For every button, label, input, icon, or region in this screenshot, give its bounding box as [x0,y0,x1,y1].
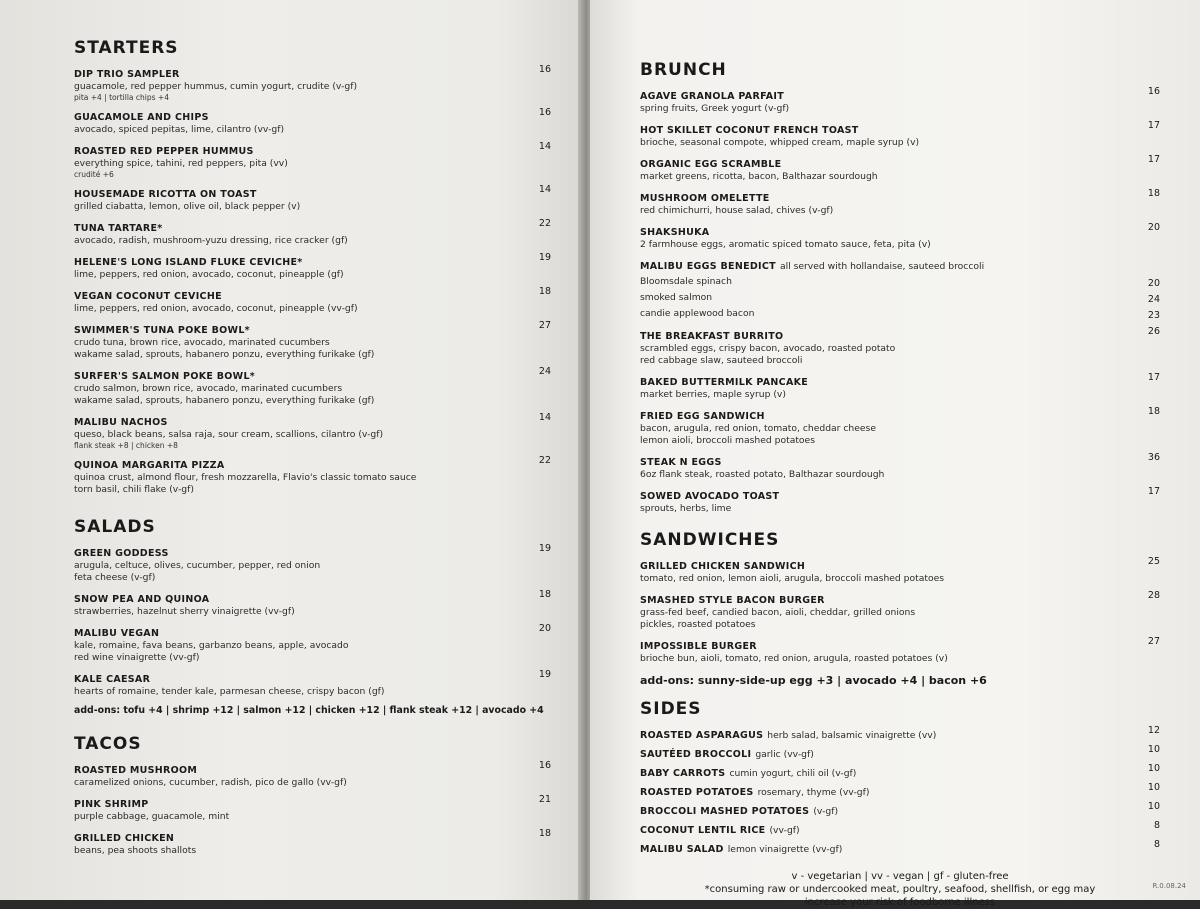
brunch-section [640,60,1160,518]
starters-section [74,38,551,499]
menu-item-description: scrambled eggs, crispy bacon, avocado, roasted potato red cabbage slaw, sauteed broccoli [640,343,896,366]
menu-item-description: avocado, spiced pepitas, lime, cilantro (vv-gf) [74,124,285,135]
menu-item-body [640,254,1136,273]
legend-line-1: v - vegetarian | vv - vegan | gf - gluten-free [791,871,1009,882]
menu-item-name: SNOW PEA AND QUINOA [74,594,210,605]
menu-item [640,554,1160,585]
menu-item-body [640,186,1136,217]
menu-item-body [640,588,1136,631]
menu-item-description: 2 farmhouse eggs, aromatic spiced tomato sauce, feta, pita (v) [640,239,931,250]
menu-item [640,370,1160,401]
menu-item-description: grilled ciabatta, lemon, olive oil, black pepper (v) [74,201,301,212]
menu-item-body [640,742,1136,761]
menu-item-header [74,826,517,845]
menu-item-header [74,364,517,383]
menu-item-name: COCONUT LENTIL RICE [640,825,766,836]
menu-item-description: queso, black beans, salsa raja, sour cream, scallions, cilantro (v-gf) [74,429,384,440]
menu-item-description: kale, romaine, fava beans, garbanzo beans, apple, avocado red wine vinaigrette (vv-gf) [74,640,349,663]
sandwich-addons: add-ons: sunny-side-up egg +3 | avocado +4 | bacon +6 [640,674,987,687]
menu-item-note: all served with hollandaise, sauteed broccoli [779,261,985,272]
menu-item-header [640,450,1126,469]
menu-item-header [640,324,1126,343]
menu-item-name: HOUSEMADE RICOTTA ON TOAST [74,189,257,200]
menu-item-header [640,404,1126,423]
menu-item-body [74,758,527,789]
menu-item-body [640,450,1136,481]
menu-item-price: 16 [538,107,551,118]
menu-item-name: GREEN GODDESS [74,548,169,559]
left-page [0,0,585,900]
menu-item-description: smoked salmon [640,292,713,303]
menu-item-header [74,453,517,472]
menu-item-name: GRILLED CHICKEN [74,833,175,844]
menu-item-header [74,621,517,640]
menu-item-body [74,826,527,857]
menu-item [74,216,551,247]
menu-item-name: GUACAMOLE AND CHIPS [74,112,209,123]
menu-item-header [74,62,517,81]
menu-item-header [74,318,517,337]
menu-item-price: 26 [1147,326,1160,337]
menu-item-body [74,62,527,102]
tacos-list [74,758,551,860]
menu-item-header [74,182,517,201]
menu-item-body [640,118,1136,149]
menu-item-price: 25 [1147,556,1160,567]
menu-item-body [640,780,1136,799]
menu-item-body [640,723,1136,742]
menu-item-description: avocado, radish, mushroom-yuzu dressing, rice cracker (gf) [74,235,348,246]
menu-item-header [640,484,1126,503]
menu-item-price: 16 [1147,86,1160,97]
menu-item-description: garlic (vv-gf) [755,749,814,760]
menu-item-description: (v-gf) [813,806,839,817]
dietary-legend [640,870,1160,909]
menu-item [640,837,1160,856]
menu-item-header [74,667,517,686]
menu-item [640,118,1160,149]
menu-item [640,324,1160,367]
menu-item-price: 17 [1147,486,1160,497]
legend-line-3: increase your risk of foodborne illness [804,897,996,908]
menu-item [74,139,551,179]
menu-item-price: 21 [538,794,551,805]
menu-item-extras: flank steak +8 | chicken +8 [74,441,178,450]
menu-item-name: ROASTED RED PEPPER HUMMUS [74,146,254,157]
section-title-sides: SIDES [640,699,702,719]
menu-item-body [640,761,1136,780]
menu-item-name: HELENE'S LONG ISLAND FLUKE CEVICHE* [74,257,303,268]
menu-item-body [74,792,527,823]
menu-item-name: AGAVE GRANOLA PARFAIT [640,91,785,102]
menu-item-body [74,139,527,179]
menu-item-header [640,742,1126,761]
footer-code: R.0.08.24 [1152,882,1186,890]
menu-item-header [640,837,1126,856]
menu-item-price: 27 [1147,636,1160,647]
section-title-brunch: BRUNCH [640,60,727,80]
menu-item [640,588,1160,631]
menu-item-header [640,634,1126,653]
menu-item-name: FRIED EGG SANDWICH [640,411,765,422]
menu-item [640,799,1160,818]
menu-item-price: 19 [538,543,551,554]
menu-item-header [74,792,517,811]
menu-item-body [640,554,1136,585]
menu-item [74,105,551,136]
menu-item [640,292,1160,305]
menu-item-description: Bloomsdale spinach [640,276,732,287]
menu-item-description: spring fruits, Greek yogurt (v-gf) [640,103,790,114]
menu-item-description: arugula, celtuce, olives, cucumber, pepper, red onion feta cheese (v-gf) [74,560,321,583]
menu-item-name: IMPOSSIBLE BURGER [640,641,757,652]
menu-item-body [640,84,1136,115]
menu-item [640,780,1160,799]
menu-item-name: MUSHROOM OMELETTE [640,193,770,204]
menu-item-price: 16 [538,64,551,75]
menu-item-name: BAKED BUTTERMILK PANCAKE [640,377,809,388]
menu-item [74,541,551,584]
brunch-list [640,84,1160,518]
menu-item-body [74,182,527,213]
menu-item [74,284,551,315]
menu-item-price: 20 [1147,222,1160,233]
starters-list [74,62,551,499]
menu-item-header [74,410,517,429]
menu-item-header [640,799,1126,818]
menu-item-price: 24 [1147,294,1160,305]
menu-item-price: 22 [538,455,551,466]
menu-item-description: caramelized onions, cucumber, radish, pico de gallo (vv-gf) [74,777,347,788]
section-title-starters: STARTERS [74,38,179,58]
menu-item-price: 18 [538,286,551,297]
menu-item-price: 10 [1147,744,1160,755]
menu-item [74,410,551,450]
menu-item-header [74,284,517,303]
menu-item-description: herb salad, balsamic vinaigrette (vv) [767,730,937,741]
menu-item [640,186,1160,217]
menu-item-body [74,541,527,584]
menu-item [640,450,1160,481]
menu-item-body [640,837,1136,856]
menu-item-header [640,588,1126,607]
menu-item-description: lime, peppers, red onion, avocado, coconut, pineapple (vv-gf) [74,303,358,314]
menu-item-name: STEAK N EGGS [640,457,722,468]
menu-item-body [74,410,527,450]
menu-item-header [640,554,1126,573]
menu-item-name: THE BREAKFAST BURRITO [640,331,784,342]
menu-item-description: lime, peppers, red onion, avocado, coconut, pineapple (gf) [74,269,344,280]
menu-item-description: lemon vinaigrette (vv-gf) [727,844,843,855]
menu-item-description: guacamole, red pepper hummus, cumin yogurt, crudite (v-gf) [74,81,358,92]
menu-item-description: 6oz flank steak, roasted potato, Balthazar sourdough [640,469,885,480]
menu-item [74,250,551,281]
menu-item-price: 12 [1147,725,1160,736]
menu-item [640,404,1160,447]
menu-item-name: MALIBU NACHOS [74,417,168,428]
right-page [590,0,1200,908]
section-title-salads: SALADS [74,517,156,537]
menu-item-body [640,484,1136,515]
menu-item-name: MALIBU EGGS BENEDICT [640,261,776,272]
menu-item-name: GRILLED CHICKEN SANDWICH [640,561,806,572]
menu-item-price: 17 [1147,120,1160,131]
menu-item-header [74,105,517,124]
menu-item-price: 20 [1147,278,1160,289]
menu-item [640,818,1160,837]
menu-item-price: 27 [538,320,551,331]
menu-item-header [640,818,1126,837]
menu-item-description: crudo tuna, brown rice, avocado, marinated cucumbers wakame salad, sprouts, habanero ponzu, everything furikake (gf) [74,337,375,360]
menu-item-price: 10 [1147,763,1160,774]
menu-item [74,621,551,664]
menu-item-price: 10 [1147,801,1160,812]
menu-item-body [640,404,1136,447]
menu-item-price: 10 [1147,782,1160,793]
menu-item-name: SURFER'S SALMON POKE BOWL* [74,371,256,382]
menu-item-body [640,152,1136,183]
menu-item-body [640,634,1136,665]
salads-section [74,517,551,716]
menu-item-name: TUNA TARTARE* [74,223,163,234]
menu-item-description: hearts of romaine, tender kale, parmesan cheese, crispy bacon (gf) [74,686,385,697]
menu-item-price: 14 [538,412,551,423]
menu-item-description: brioche, seasonal compote, whipped cream, maple syrup (v) [640,137,920,148]
menu-item-body [640,308,1136,320]
menu-item-name: ORGANIC EGG SCRAMBLE [640,159,782,170]
menu-item-header [74,758,517,777]
menu-item-body [74,318,527,361]
menu-item-description: strawberries, hazelnut sherry vinaigrette (vv-gf) [74,606,295,617]
menu-item-name: ROASTED ASPARAGUS [640,730,764,741]
menu-item-body [74,250,527,281]
menu-item [640,761,1160,780]
menu-item-body [640,818,1136,837]
sides-list [640,723,1160,856]
menu-item-body [640,220,1136,251]
menu-item-price: 16 [538,760,551,771]
menu-item-body [74,453,527,496]
menu-item-header [640,220,1126,239]
menu-item-price: 18 [538,828,551,839]
menu-item-price: 19 [538,669,551,680]
menu-item-description: crudo salmon, brown rice, avocado, marinated cucumbers wakame salad, sprouts, habanero ponzu, everything furikake (gf) [74,383,375,406]
menu-item-description: everything spice, tahini, red peppers, pita (vv) [74,158,288,169]
menu-item [74,318,551,361]
menu-item-name: PINK SHRIMP [74,799,149,810]
sides-section [640,699,1160,856]
menu-item-price: 17 [1147,154,1160,165]
menu-item-header [640,152,1126,171]
menu-item-header [74,250,517,269]
menu-item-price: 28 [1147,590,1160,601]
menu-item [74,758,551,789]
sandwiches-list [640,554,1160,668]
menu-item [640,220,1160,251]
menu-item-price: 8 [1153,839,1160,850]
menu-item-name: KALE CAESAR [74,674,151,685]
menu-item-extras: pita +4 | tortilla chips +4 [74,93,169,102]
menu-item-name: BROCCOLI MASHED POTATOES [640,806,810,817]
menu-item-body [640,799,1136,818]
menu-item-name: VEGAN COCONUT CEVICHE [74,291,222,302]
menu-item-name: MALIBU VEGAN [74,628,160,639]
menu-item-header [74,216,517,235]
menu-item-body [74,364,527,407]
menu-item-header [74,587,517,606]
section-title-tacos: TACOS [74,734,142,754]
menu-item-description: tomato, red onion, lemon aioli, arugula, broccoli mashed potatoes [640,573,945,584]
menu-item [640,742,1160,761]
menu-item [640,254,1160,273]
menu-item [640,308,1160,321]
menu-item-description: grass-fed beef, candied bacon, aioli, cheddar, grilled onions pickles, roasted potatoes [640,607,916,630]
menu-item-name: DIP TRIO SAMPLER [74,69,180,80]
menu-item-name: BABY CARROTS [640,768,726,779]
menu-item-header [640,186,1126,205]
menu-item-body [640,370,1136,401]
menu-item-header [640,84,1126,103]
menu-item-description: bacon, arugula, red onion, tomato, cheddar cheese lemon aioli, broccoli mashed potatoes [640,423,876,446]
menu-item-description: brioche bun, aioli, tomato, red onion, arugula, roasted potatoes (v) [640,653,948,664]
menu-item-header [640,254,1126,273]
tacos-section [74,734,551,860]
sandwiches-section [640,530,1160,687]
menu-item-header [640,780,1126,799]
menu-item-body [74,284,527,315]
menu-item-price: 17 [1147,372,1160,383]
menu-item-header [640,723,1126,742]
menu-item-name: SWIMMER'S TUNA POKE BOWL* [74,325,250,336]
menu-item-price: 24 [538,366,551,377]
menu-item-price [1136,254,1160,256]
menu-item [74,453,551,496]
menu-item-body [74,587,527,618]
menu-item [640,723,1160,742]
menu-item [640,84,1160,115]
menu-item-price: 18 [1147,188,1160,199]
menu-item-description: cumin yogurt, chili oil (v-gf) [729,768,857,779]
menu-item [640,484,1160,515]
menu-item-extras: crudité +6 [74,170,114,179]
menu-item-body [74,216,527,247]
menu-item-body [640,292,1136,304]
menu-item-price: 18 [538,589,551,600]
menu-item-description: beans, pea shoots shallots [74,845,197,856]
menu-item [74,792,551,823]
menu-item-body [640,276,1136,288]
menu-item-name: SMASHED STYLE BACON BURGER [640,595,825,606]
menu-item [74,587,551,618]
menu-item-price: 19 [538,252,551,263]
menu-item-price: 8 [1153,820,1160,831]
menu-item-price: 36 [1147,452,1160,463]
menu-item-name: SAUTÉED BROCCOLI [640,749,752,760]
menu-item-name: HOT SKILLET COCONUT FRENCH TOAST [640,125,859,136]
menu-item-header [640,118,1126,137]
menu-item-body [640,324,1136,367]
menu-item-name: ROASTED POTATOES [640,787,754,798]
menu-item-description: candie applewood bacon [640,308,755,319]
menu-item-description: sprouts, herbs, lime [640,503,732,514]
menu-item-name: MALIBU SALAD [640,844,724,855]
menu-item-price: 20 [538,623,551,634]
menu-item-price: 22 [538,218,551,229]
menu-item-description: red chimichurri, house salad, chives (v-gf) [640,205,834,216]
menu-item-name: SOWED AVOCADO TOAST [640,491,780,502]
menu-item [74,826,551,857]
menu-item-body [74,621,527,664]
menu-item-header [74,541,517,560]
salad-addons: add-ons: tofu +4 | shrimp +12 | salmon +12 | chicken +12 | flank steak +12 | avocado +4 [74,705,544,716]
salads-list [74,541,551,701]
menu-item-price: 23 [1147,310,1160,321]
menu-item [74,182,551,213]
menu-item [640,276,1160,289]
menu-item-header [640,370,1126,389]
menu-item-header [74,139,517,158]
legend-line-2: *consuming raw or undercooked meat, poultry, seafood, shellfish, or egg may [704,884,1096,895]
menu-item-name: SHAKSHUKA [640,227,710,238]
menu-item [640,152,1160,183]
menu-item [74,364,551,407]
menu-item-description: market berries, maple syrup (v) [640,389,786,400]
menu-item-price: 14 [538,184,551,195]
menu-item-name: ROASTED MUSHROOM [74,765,198,776]
menu-item-description: (vv-gf) [769,825,800,836]
menu-item-name: QUINOA MARGARITA PIZZA [74,460,225,471]
menu-item [640,634,1160,665]
menu-item-description: purple cabbage, guacamole, mint [74,811,230,822]
menu-item [74,62,551,102]
section-title-sandwiches: SANDWICHES [640,530,780,550]
menu-item [74,667,551,698]
menu-item-price: 18 [1147,406,1160,417]
menu-item-price: 14 [538,141,551,152]
menu-item-description: market greens, ricotta, bacon, Balthazar sourdough [640,171,878,182]
menu-item-description: quinoa crust, almond flour, fresh mozzarella, Flavio's classic tomato sauce torn basil, chili flake (v-gf) [74,472,417,495]
menu-item-header [640,761,1126,780]
menu-item-body [74,667,527,698]
menu-item-description: rosemary, thyme (vv-gf) [757,787,870,798]
menu-item-body [74,105,527,136]
